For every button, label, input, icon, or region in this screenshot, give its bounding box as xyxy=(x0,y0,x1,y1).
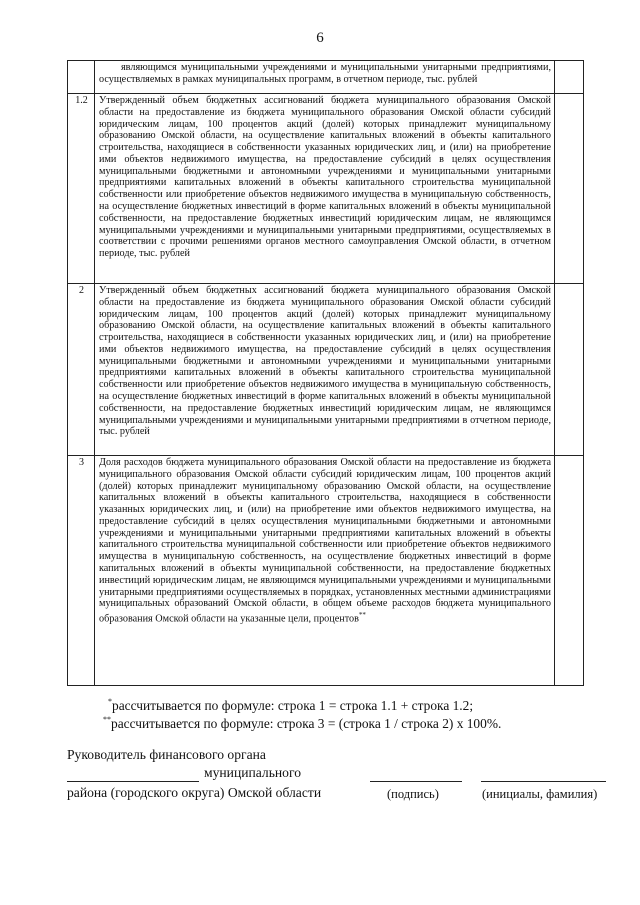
blank-line xyxy=(67,781,199,782)
footnote-mark: ** xyxy=(358,611,366,620)
footnote-text: рассчитывается по формуле: строка 1 = строка 1.1 + строка 1.2; xyxy=(112,698,474,713)
row-text xyxy=(95,456,555,686)
row-value xyxy=(555,94,584,284)
signature-line xyxy=(370,781,462,782)
row-number: 3 xyxy=(68,456,95,686)
signature-line3: района (городского округа) Омской области xyxy=(67,785,322,800)
table-row xyxy=(68,94,584,284)
row-number: 2 xyxy=(68,284,95,456)
row-number xyxy=(68,61,95,94)
row-value xyxy=(555,284,584,456)
signature-line2: муниципального xyxy=(204,765,302,780)
page-number: 6 xyxy=(316,30,324,46)
footnote-2 xyxy=(103,712,501,732)
row-value xyxy=(555,456,584,686)
name-caption: (инициалы, фамилия) xyxy=(482,787,598,801)
row-text: Утвержденный объем бюджетных ассигнований бюджета муниципального образования Омской области на предоставление из бюджета муниципального образования Омской области субсидий юридическим лицам, 100 процентов акций (долей) которых принадлежит муниципальному образованию Омской области, на осуществление капитальных вложений в объекты капитального строительства, находящиеся в собственности указанных юридических лиц, и (или) на приобретение ими объектов недвижимого имущества, на предоставление субсидий в целях осуществления муниципальными бюджетными и автономными учреждениями и муниципальными унитарными предприятиями капитальных вложений в объекты капитального строительства муниципальной собственности или приобретение объектов недвижимого имущества в муниципальную собственность, на осуществление бюджетных инвестиций в форме капитальных вложений в объекты муниципальной собственности, на предоставление бюджетных инвестиций юридическим лицам, не являющимся муниципальными учреждениями и муниципальными унитарными предприятиями, осуществляемых в соответствии с прочими решениями органов местного самоуправления Омской области, в отчетном периоде, тыс. рублей xyxy=(95,94,555,284)
name-line xyxy=(481,781,606,782)
row-text: являющимся муниципальными учреждениями и муниципальными унитарными предприятиями, осуществляемых в рамках муниципальных программ, в отчетном периоде, тыс. рублей xyxy=(95,61,555,94)
row-text: Утвержденный объем бюджетных ассигнований бюджета муниципального образования Омской области на предоставление из бюджета муниципального образования Омской области субсидий юридическим лицам, 100 процентов акций (долей) которых принадлежит муниципальному образованию Омской области, на осуществление капитальных вложений в объекты капитального строительства, находящиеся в собственности указанных юридических лиц, и (или) на приобретение ими объектов недвижимого имущества, на предоставление субсидий в целях осуществления муниципальными бюджетными и автономными учреждениями и муниципальными унитарными предприятиями капитальных вложений в объекты капитального строительства муниципальной собственности или приобретение объектов недвижимого имущества в муниципальную собственность, на осуществление бюджетных инвестиций в форме капитальных вложений в объекты муниципальной собственности, на предоставление бюджетных инвестиций юридическим лицам, не являющимся муниципальными учреждениями и муниципальными унитарными предприятиями в отчетном периоде, тыс. рублей xyxy=(95,284,555,456)
signature-title: Руководитель финансового органа xyxy=(67,747,266,762)
row-value xyxy=(555,61,584,94)
footnote-text: рассчитывается по формуле: строка 3 = (строка 1 / строка 2) х 100%. xyxy=(111,716,502,731)
signature-caption: (подпись) xyxy=(387,787,439,801)
indicator-table xyxy=(67,60,584,686)
table-row xyxy=(68,284,584,456)
table-row xyxy=(68,61,584,94)
table-row xyxy=(68,456,584,686)
row-number: 1.2 xyxy=(68,94,95,284)
footnote-1 xyxy=(108,694,473,714)
footnote-mark: ** xyxy=(103,715,111,724)
row-text-content: Доля расходов бюджета муниципального образования Омской области на предоставление из бюджета муниципального образования Омской области субсидий юридическим лицам, 100 процентов акций (долей) которых принадлежит муниципальному образованию Омской области, на осуществление капитальных вложений в объекты капитального строительства, находящиеся в собственности указанных юридических лиц, и (или) на приобретение ими объектов недвижимого имущества, на предоставление субсидий в целях осуществления муниципальными бюджетными и автономными учреждениями и муниципальными унитарными предприятиями капитальных вложений в объекты капитального строительства муниципальной собственности или приобретение объектов недвижимого имущества в муниципальную собственность, на осуществление бюджетных инвестиций в форме капитальных вложений в объекты муниципальной собственности, на предоставление бюджетных инвестиций юридическим лицам, не являющимся муниципальными учреждениями и муниципальными унитарными предприятиями осуществляемых в порядках, установленных местными администрациями муниципальных образований Омской области, в общем объеме расходов бюджета муниципального образования Омской области на указанные цели, процентов xyxy=(99,457,551,625)
footnote-mark: * xyxy=(108,697,112,706)
